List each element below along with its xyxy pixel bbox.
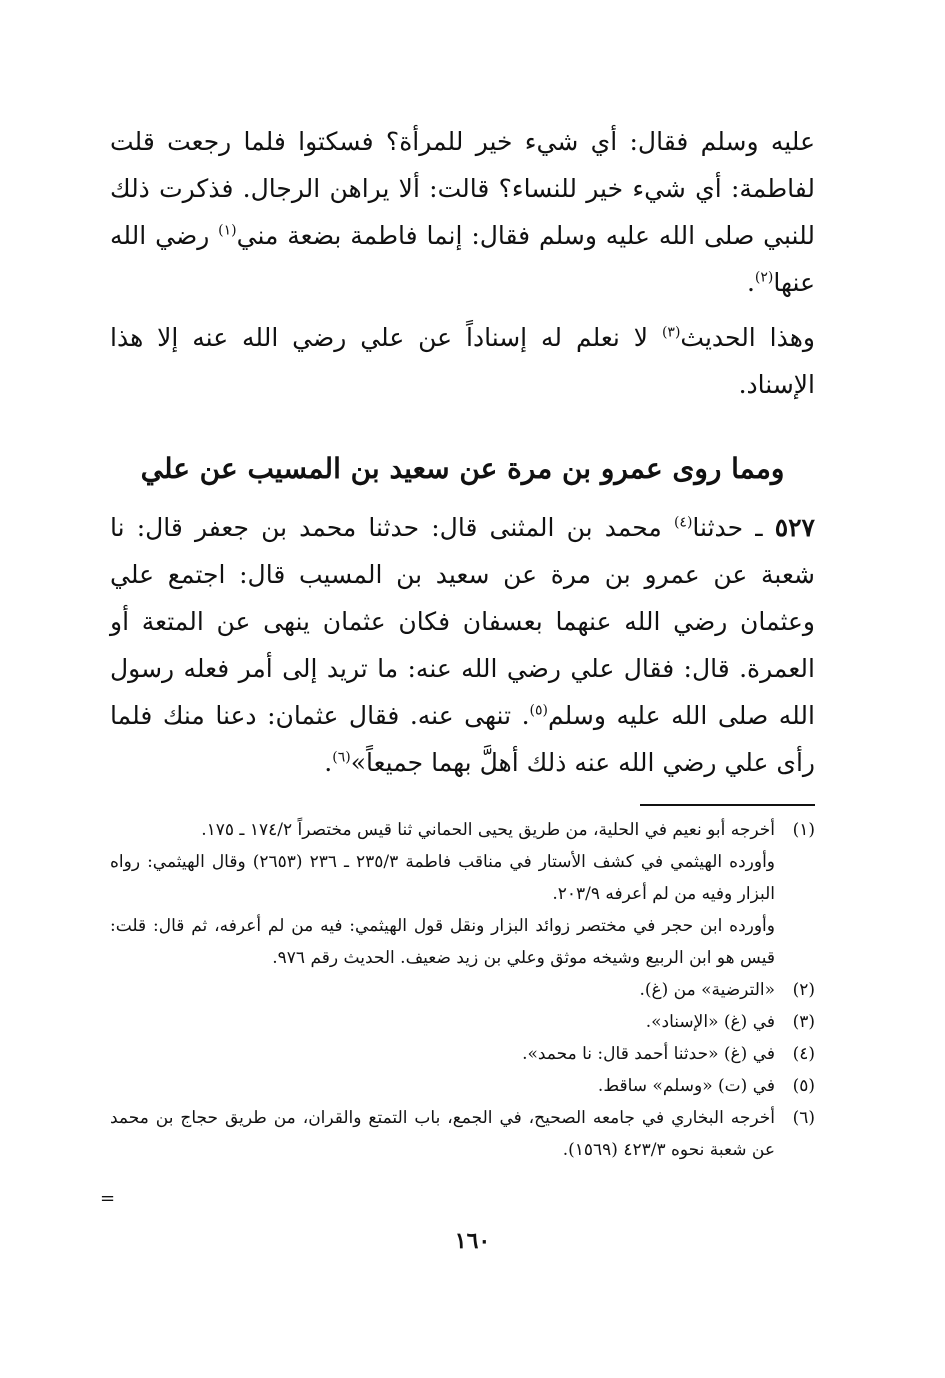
body-paragraph-2 xyxy=(110,314,815,408)
footnote-text: أخرجه البخاري في جامعه الصحيح، في الجمع، باب التمتع والقران، من طريق حجاج بن محمد عن شعبة نحوه ٤٢٣/٣ (١٥٦٩). xyxy=(110,1108,775,1160)
footnote-text: «الترضية» من (غ). xyxy=(639,980,775,1000)
paragraph-text: وهذا الحديث xyxy=(680,323,815,352)
footnote-ref-4: (٤) xyxy=(673,514,693,531)
footnote-number: (٣) xyxy=(792,1012,815,1032)
footnote-item xyxy=(110,846,815,910)
footnote-number: (٢) xyxy=(792,980,815,1000)
body-paragraph-1 xyxy=(110,118,815,306)
footnote-separator xyxy=(640,804,815,806)
paragraph-text: محمد بن المثنى قال: حدثنا محمد بن جعفر قال: نا شعبة عن عمرو بن مرة عن سعيد بن المسيب قال: اجتمع علي وعثمان رضي الله عنهما بعسفان فكان عثمان ينهى عن المتعة أو العمرة. قال: فقال علي رضي الله عنه: ما تريد إلى أمر فعله رسول الله صلى الله عليه وسلم xyxy=(110,513,815,730)
paragraph-text: . تنهى عنه. فقال عثمان: دعنا منك فلما رأى علي رضي الله عنه ذلك أهلَّ بهما جميعاً» xyxy=(110,701,815,777)
paragraph-text: ـ حدثنا xyxy=(692,513,775,542)
footnote-item xyxy=(110,910,815,974)
footnote-ref-3: (٣) xyxy=(661,324,681,341)
footnote-text: وأورده الهيثمي في كشف الأستار في مناقب فاطمة ٢٣٥/٣ ـ ٢٣٦ (٢٦٥٣) وقال الهيثمي: رواه البزار وفيه من لم أعرفه ٢٠٣/٩. xyxy=(110,852,776,904)
footnote-ref-5: (٥) xyxy=(529,702,548,719)
footnote-number: (١) xyxy=(792,820,815,840)
page-number: ١٦٠ xyxy=(454,1228,491,1254)
footnote-ref-1: (١) xyxy=(218,222,237,239)
paragraph-text: . xyxy=(746,268,755,297)
footnote-number: (٤) xyxy=(792,1044,815,1064)
footnote-item xyxy=(110,814,815,846)
footnote-ref-2: (٢) xyxy=(754,269,774,286)
footnote-text: في (غ) «حدثنا أحمد قال: نا محمد». xyxy=(522,1044,775,1064)
hadith-number: ٥٢٧ xyxy=(774,513,815,542)
footnote-text: وأورده ابن حجر في مختصر زوائد البزار ونقل قول الهيثمي: فيه من لم أعرفه، ثم قال: قلت: قيس هو ابن الربيع وشيخه موثق وعلي بن زيد ضعيف. الحديث رقم ٩٧٦. xyxy=(110,916,775,968)
page-content xyxy=(110,118,815,1166)
footnote-item xyxy=(110,1070,815,1102)
footnote-number: (٥) xyxy=(792,1076,815,1096)
paragraph-text: لا نعلم له إسناداً عن علي رضي الله عنه إلا هذا الإسناد. xyxy=(110,323,815,399)
footnote-item xyxy=(110,1102,815,1166)
paragraph-text: عليه وسلم فقال: أي شيء خير للمرأة؟ فسكتوا فلما رجعت قلت لفاطمة: أي شيء خير للنساء؟ قالت: ألا يراهن الرجال. فذكرت ذلك للنبي صلى الله عليه وسلم فقال: إنما فاطمة بضعة مني xyxy=(110,127,815,250)
footnote-ref-6: (٦) xyxy=(332,749,351,766)
footnote-text: في (غ) «الإسناد». xyxy=(645,1012,775,1032)
paragraph-text: رضي الله عنها xyxy=(110,221,815,297)
footnote-item xyxy=(110,974,815,1006)
footnote-text: أخرجه أبو نعيم في الحلية، من طريق يحيى الحماني ثنا قيس مختصراً ١٧٤/٢ ـ ١٧٥. xyxy=(201,820,775,840)
footnote-item xyxy=(110,1038,815,1070)
footnote-item xyxy=(110,1006,815,1038)
body-paragraph-3 xyxy=(110,504,815,786)
section-heading: ومما روى عمرو بن مرة عن سعيد بن المسيب عن علي xyxy=(140,452,785,485)
paragraph-text: . xyxy=(324,748,333,777)
footnote-number: (٦) xyxy=(792,1108,815,1128)
footnote-text: في (ت) «وسلم» ساقط. xyxy=(597,1076,775,1096)
continuation-mark: = xyxy=(100,1188,116,1209)
footnotes xyxy=(110,814,815,1166)
